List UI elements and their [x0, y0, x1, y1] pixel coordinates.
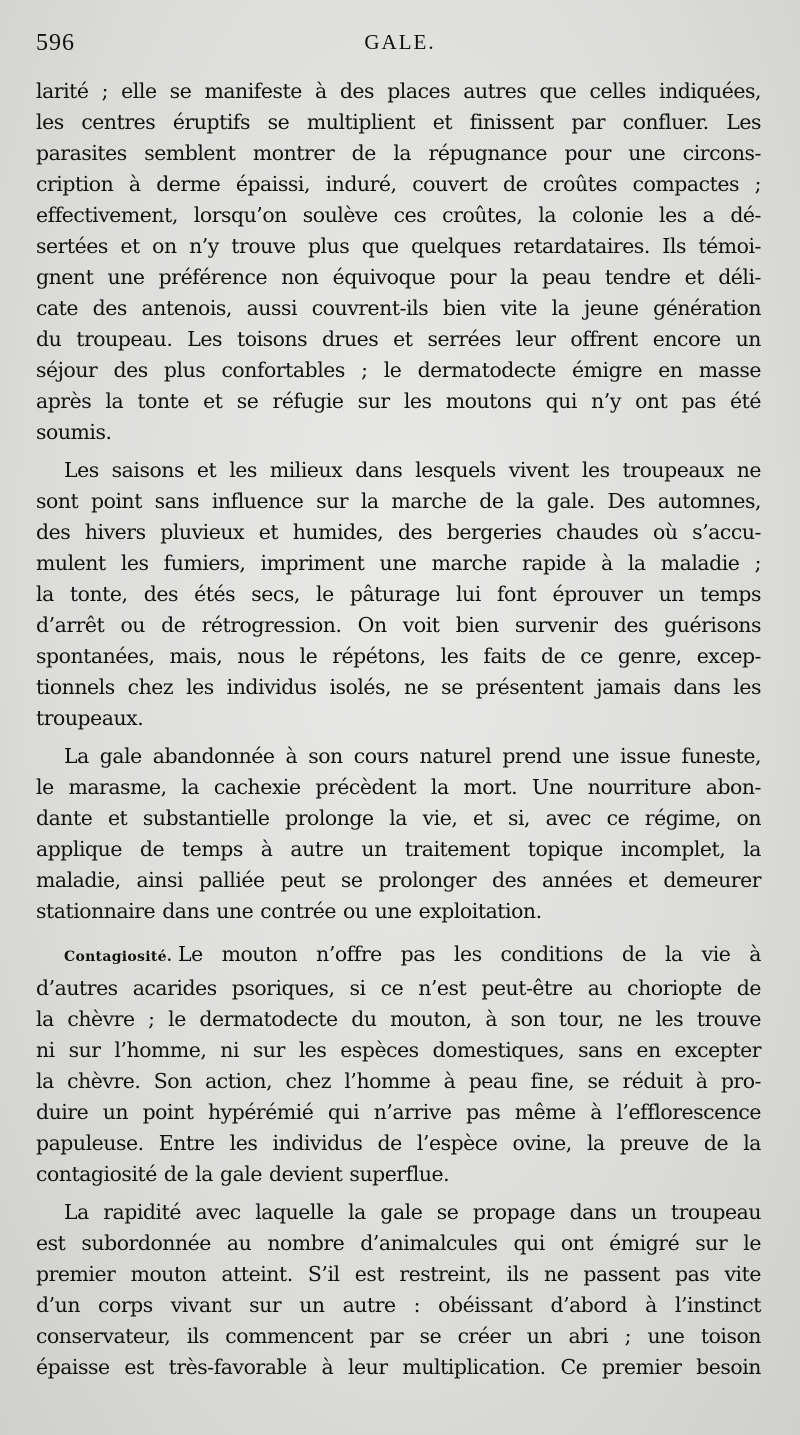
text-line: larité ; elle se manifeste à des places autres que celles indiquées,: [36, 79, 761, 103]
text-line: les centres éruptifs se multiplient et finissent par confluer. Les: [36, 110, 761, 134]
text-line: du troupeau. Les toisons drues et serrées leur offrent encore un: [36, 327, 761, 351]
text-line: mulent les fumiers, impriment une marche rapide à la maladie ;: [36, 551, 761, 575]
text-line: est subordonnée au nombre d’animalcules qui ont émigré sur le: [36, 1231, 761, 1255]
text-line: des hivers pluvieux et humides, des bergeries chaudes où s’accu-: [36, 520, 761, 544]
text-line: Les saisons et les milieux dans lesquels vivent les troupeaux ne: [64, 458, 761, 482]
paragraph-saisons: [36, 455, 761, 734]
page-number: 596: [36, 30, 75, 56]
text-line: le marasme, la cachexie précèdent la mort. Une nourriture abon-: [36, 775, 761, 799]
text-line: duire un point hypérémié qui n’arrive pas même à l’efflorescence: [36, 1100, 761, 1124]
text-line: gnent une préférence non équivoque pour la peau tendre et déli-: [36, 265, 761, 289]
text-line: la chèvre. Son action, chez l’homme à peau fine, se réduit à pro-: [36, 1069, 761, 1093]
paragraph-continuation: [36, 76, 761, 448]
text-line: La gale abandonnée à son cours naturel prend une issue funeste,: [64, 744, 761, 768]
text-line: effectivement, lorsqu’on soulève ces croûtes, la colonie les a dé-: [36, 203, 761, 227]
text-line: applique de temps à autre un traitement topique incomplet, la: [36, 837, 761, 861]
text-line: tionnels chez les individus isolés, ne se présentent jamais dans les: [36, 675, 761, 699]
text-line: la tonte, des étés secs, le pâturage lui font éprouver un temps: [36, 582, 761, 606]
page-header: [36, 30, 764, 64]
text-line: d’autres acarides psoriques, si ce n’est peut-être au choriopte de: [36, 976, 761, 1000]
text-line: ni sur l’homme, ni sur les espèces domestiques, sans en excepter: [36, 1038, 761, 1062]
text-line: séjour des plus confortables ; le dermatodecte émigre en masse: [36, 358, 761, 382]
text-line: maladie, ainsi palliée peut se prolonger des années et demeurer: [36, 868, 761, 892]
text-line: d’un corps vivant sur un autre : obéissant d’abord à l’instinct: [36, 1293, 761, 1317]
paragraph-gale-abandonnee: [36, 741, 761, 927]
paragraph-rapidite: [36, 1197, 761, 1383]
text-line: spontanées, mais, nous le répétons, les faits de ce genre, excep-: [36, 644, 761, 668]
text-line: premier mouton atteint. S’il est restreint, ils ne passent pas vite: [36, 1262, 761, 1286]
text-line-content: Le mouton n’offre pas les conditions de la vie à: [178, 942, 761, 966]
text-line: La rapidité avec laquelle la gale se propage dans un troupeau: [64, 1200, 761, 1224]
paragraph-contagiosite: [36, 939, 761, 1190]
text-line: troupeaux.: [36, 706, 144, 730]
text-line: conservateur, ils commencent par se créer un abri ; une toison: [36, 1324, 761, 1348]
text-line: parasites semblent montrer de la répugnance pour une circons-: [36, 141, 761, 165]
text-line: soumis.: [36, 420, 112, 444]
text-line: cate des antenois, aussi couvrent-ils bien vite la jeune génération: [36, 296, 761, 320]
body-text: [36, 76, 761, 1383]
text-line: sont point sans influence sur la marche de la gale. Des automnes,: [36, 489, 761, 513]
text-line: la chèvre ; le dermatodecte du mouton, à son tour, ne les trouve: [36, 1007, 761, 1031]
running-title: GALE.: [364, 30, 436, 54]
text-line: sertées et on n’y trouve plus que quelques retardataires. Ils témoi-: [36, 234, 761, 258]
text-line: dante et substantielle prolonge la vie, et si, avec ce régime, on: [36, 806, 761, 830]
text-line: cription à derme épaissi, induré, couvert de croûtes compactes ;: [36, 172, 761, 196]
text-line: d’arrêt ou de rétrogression. On voit bien survenir des guérisons: [36, 613, 761, 637]
text-line: épaisse est très-favorable à leur multiplication. Ce premier besoin: [36, 1355, 761, 1379]
text-line: [36, 939, 761, 973]
text-line: après la tonte et se réfugie sur les moutons qui n’y ont pas été: [36, 389, 761, 413]
text-line: stationnaire dans une contrée ou une exploitation.: [36, 899, 542, 923]
section-heading: Contagiosité.: [64, 949, 172, 965]
text-line: contagiosité de la gale devient superflue.: [36, 1162, 450, 1186]
text-line: papuleuse. Entre les individus de l’espèce ovine, la preuve de la: [36, 1131, 761, 1155]
